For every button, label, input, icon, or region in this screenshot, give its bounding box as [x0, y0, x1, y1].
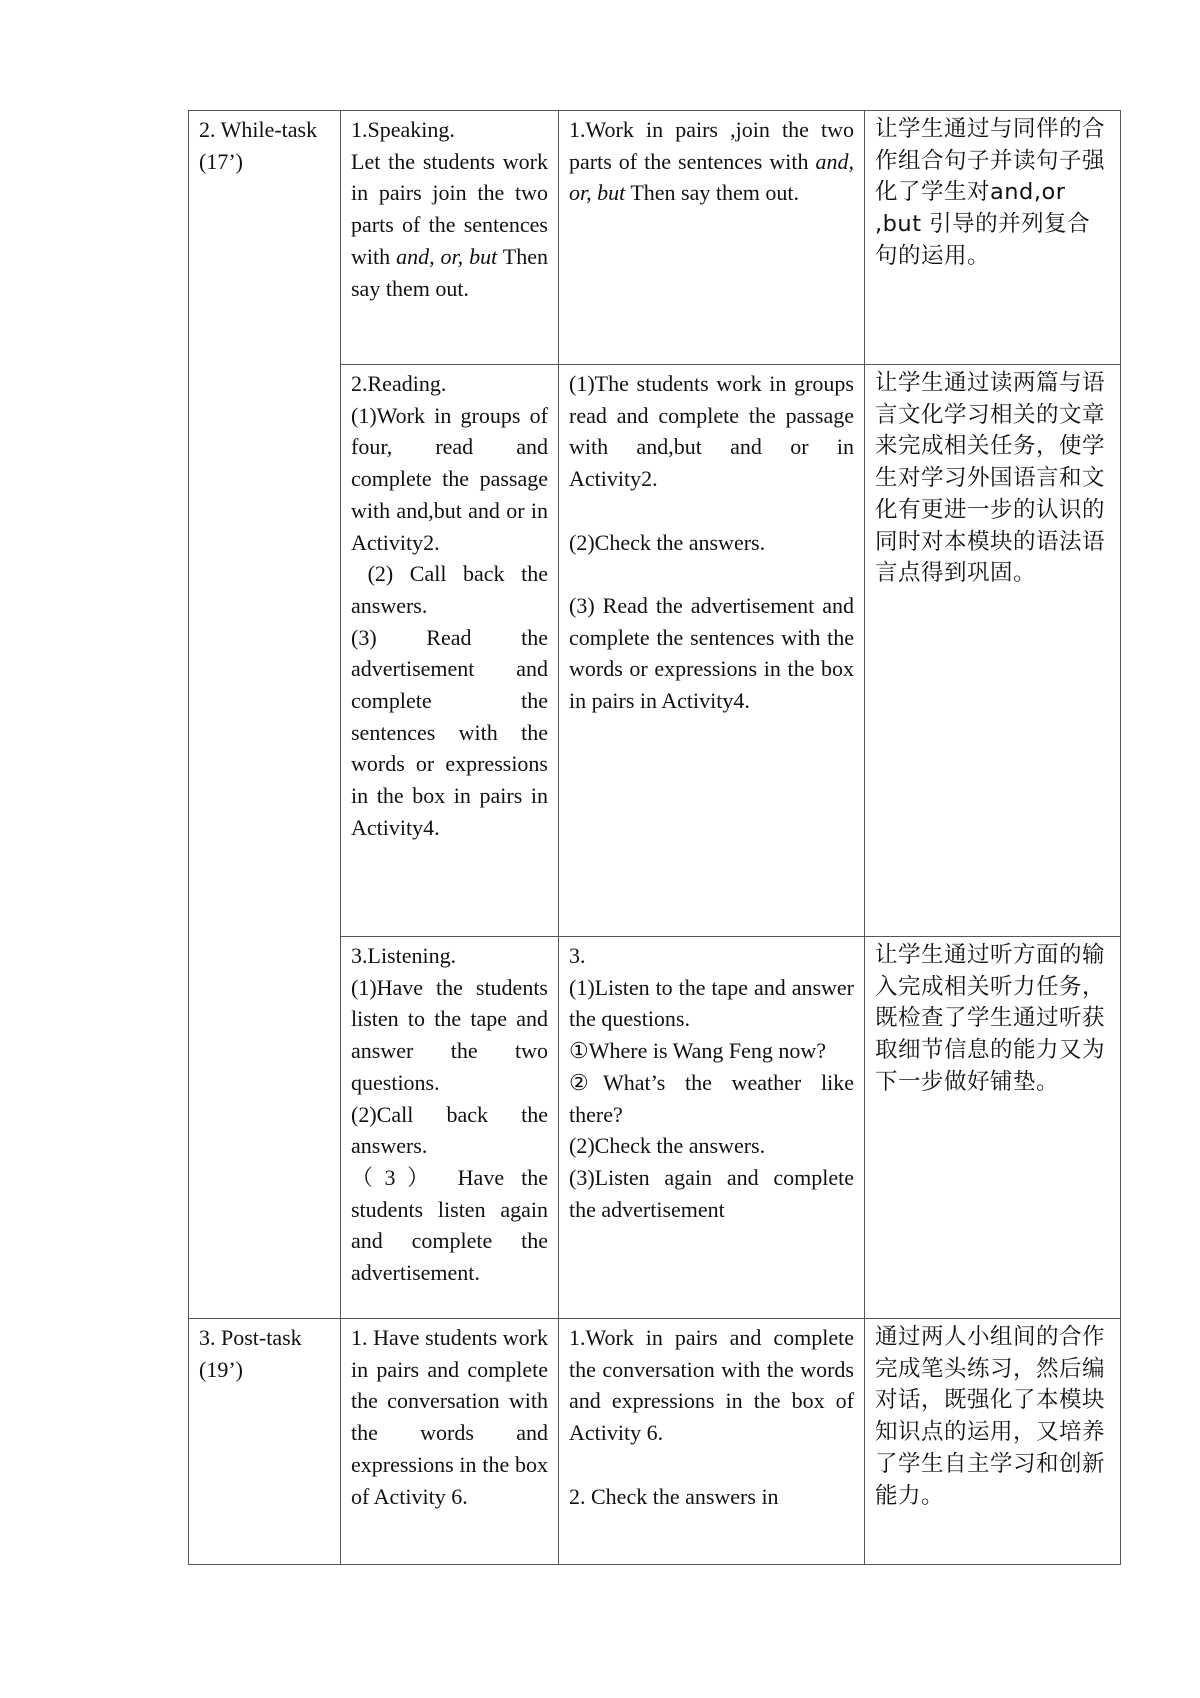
- activity-item: (1)Have the students listen to the tape and answer the two questions.: [351, 974, 548, 1095]
- student-activity-cell: [559, 1319, 865, 1565]
- purpose-text: 通过两人小组间的合作完成笔头练习，然后编对话，既强化了本模块知识点的运用，又培养了学生自主学习和创新能力。: [875, 1324, 1106, 1509]
- activity-item: (1)Listen to the tape and answer the questions.: [569, 974, 854, 1032]
- activity-text: Let the students work in pairs join the two parts of the sentences with: [351, 148, 548, 269]
- activity-item: (3) Read the advertisement and complete the sentences with the words or expressions in the box in pairs in Activity4.: [569, 592, 854, 713]
- stage-duration: (19’): [199, 1356, 243, 1382]
- table-row: [189, 111, 1121, 365]
- stage-cell-while-task: [189, 111, 341, 1319]
- stage-label: 3. Post-task: [199, 1325, 302, 1350]
- activity-title: 1.Speaking.: [351, 117, 455, 142]
- activity-item: (3)Listen again and complete the advertisement: [569, 1164, 854, 1222]
- activity-title: 2.Reading.: [351, 371, 447, 396]
- activity-item: (2)Call back the answers.: [351, 1101, 548, 1159]
- activity-item: ①Where is Wang Feng now?: [569, 1038, 827, 1064]
- activity-item: ②What’s the weather like there?: [569, 1069, 854, 1127]
- activity-text: Then say them out.: [625, 180, 799, 206]
- stage-label: 2. While-task(17’): [199, 117, 318, 174]
- student-activity-cell: [559, 111, 865, 365]
- activity-italic-text: and, or, but: [569, 148, 854, 206]
- activity-item: 1. Have students work in pairs and complete the conversation with the words and expressions in the box of Activity 6.: [351, 1325, 548, 1509]
- activity-text: 1.Work in pairs ,join the two parts of the sentences with: [569, 117, 854, 174]
- activity-item: 1.Work in pairs and complete the conversation with the words and expressions in the box of Activity 6.: [569, 1325, 854, 1446]
- activity-item: （3） Have the students listen again and complete the advertisement.: [351, 1164, 548, 1286]
- student-activity-cell: [559, 937, 865, 1319]
- activity-text: Then say them out.: [351, 243, 548, 301]
- purpose-text: 让学生通过听方面的输入完成相关听力任务，既检查了学生通过听获取细节信息的能力又为下一步做好铺垫。: [875, 942, 1106, 1095]
- teacher-activity-cell: [341, 111, 559, 365]
- lesson-plan-table: [188, 110, 1121, 1565]
- activity-item: (1)The students work in groups read and complete the passage with and,but and or in Activity2.: [569, 371, 854, 492]
- teacher-activity-cell: [341, 365, 559, 937]
- purpose-cell: [865, 937, 1121, 1319]
- activity-item: (1)Work in groups of four, read and complete the passage with and,but and or in Activity2.: [351, 402, 548, 555]
- activity-title: 3.Listening.: [351, 943, 457, 968]
- activity-item: (2)Check the answers.: [569, 529, 766, 555]
- activity-item: (2) Call back the answers.: [351, 561, 554, 618]
- activity-item: 2. Check the answers in: [569, 1483, 779, 1509]
- activity-title: 3.: [569, 943, 586, 968]
- teacher-activity-cell: [341, 1319, 559, 1565]
- purpose-cell: [865, 111, 1121, 365]
- activity-italic-text: and, or, but: [396, 243, 498, 269]
- activity-item: (2)Check the answers.: [569, 1133, 766, 1159]
- table-row: [189, 1319, 1121, 1565]
- teacher-activity-cell: [341, 937, 559, 1319]
- student-activity-cell: [559, 365, 865, 937]
- purpose-cell: [865, 1319, 1121, 1565]
- purpose-text: 让学生通过读两篇与语言文化学习相关的文章来完成相关任务，使学生对学习外国语言和文化有更进一步的认识的同时对本模块的语法语言点得到巩固。: [875, 370, 1106, 587]
- activity-item: (3) Read the advertisement and complete the sentences with the words or expressions in the box in pairs in Activity4.: [351, 624, 548, 840]
- stage-cell-post-task: [189, 1319, 341, 1565]
- purpose-text: 让学生通过与同伴的合作组合句子并读句子强化了学生对and,or ,but 引导的并列复合句的运用。: [875, 116, 1106, 269]
- purpose-cell: [865, 365, 1121, 937]
